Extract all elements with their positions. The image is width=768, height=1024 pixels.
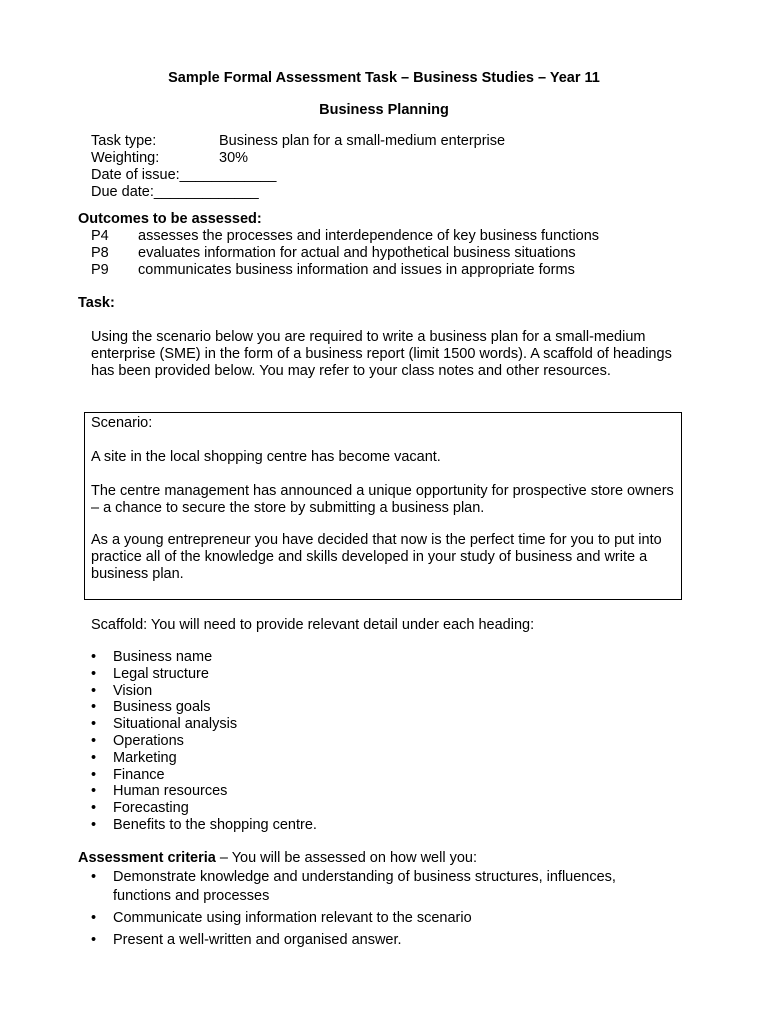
scenario-paragraph-3: As a young entrepreneur you have decided that now is the perfect time for you to put into practice all of the knowledge and skills developed in your study of business and write a business plan. (91, 532, 662, 582)
document-title: Sample Formal Assessment Task – Business Studies – Year 11 (168, 70, 600, 86)
list-item: • Vision (91, 683, 317, 700)
list-item: • Business goals (91, 699, 317, 716)
weighting-label: Weighting: (91, 150, 160, 166)
outcome-text: communicates business information and issues in appropriate forms (138, 262, 575, 278)
list-item: • Business name (91, 649, 317, 666)
list-item: • Marketing (91, 750, 317, 767)
outcome-text: assesses the processes and interdependence of key business functions (138, 228, 600, 244)
list-item: • Finance (91, 767, 317, 784)
scenario-paragraph-2: The centre management has announced a unique opportunity for prospective store owners – a chance to secure the store by submitting a business plan. (91, 483, 674, 516)
outcome-item (91, 262, 575, 279)
list-item: • Demonstrate knowledge and understanding of business structures, influences, functions and processes (91, 868, 671, 906)
task-heading: Task: (78, 295, 115, 311)
task-type-value: Business plan for a small-medium enterprise (219, 133, 506, 149)
task-type-row (91, 133, 505, 150)
list-item: • Benefits to the shopping centre. (91, 817, 317, 834)
task-paragraph: Using the scenario below you are required to write a business plan for a small-medium enterprise (SME) in the form of a business report (limit 1500 words). A scaffold of headings has been provided below. You may refer to your class notes and other resources. (91, 329, 672, 379)
outcomes-heading: Outcomes to be assessed: (78, 211, 262, 227)
list-item: • Forecasting (91, 800, 317, 817)
criteria-intro-text: – You will be assessed on how well you: (215, 850, 477, 866)
criteria-heading: Assessment criteria (78, 850, 216, 866)
outcome-code: P8 (91, 245, 109, 261)
outcome-item (91, 245, 576, 262)
criteria-list (91, 868, 671, 953)
criteria-intro (78, 850, 477, 867)
list-item: • Operations (91, 733, 317, 750)
due-date: Due date:_____________ (91, 184, 259, 200)
weighting-row (91, 150, 248, 167)
task-type-label: Task type: (91, 133, 157, 149)
scenario-paragraph-1: A site in the local shopping centre has become vacant. (91, 449, 441, 465)
weighting-value: 30% (219, 150, 249, 166)
list-item: • Communicate using information relevant to the scenario (91, 909, 671, 928)
document-subtitle: Business Planning (319, 102, 449, 118)
list-item: • Human resources (91, 783, 317, 800)
scaffold-list (91, 649, 317, 834)
scenario-box (84, 412, 682, 600)
list-item: • Present a well-written and organised answer. (91, 931, 671, 950)
list-item: • Legal structure (91, 666, 317, 683)
date-of-issue: Date of issue:____________ (91, 167, 277, 183)
scaffold-intro: Scaffold: You will need to provide relevant detail under each heading: (91, 617, 535, 633)
outcome-code: P9 (91, 262, 109, 278)
outcome-code: P4 (91, 228, 109, 244)
list-item: • Situational analysis (91, 716, 317, 733)
scenario-label: Scenario: (91, 415, 153, 431)
outcome-item (91, 228, 599, 245)
outcome-text: evaluates information for actual and hypothetical business situations (138, 245, 576, 261)
